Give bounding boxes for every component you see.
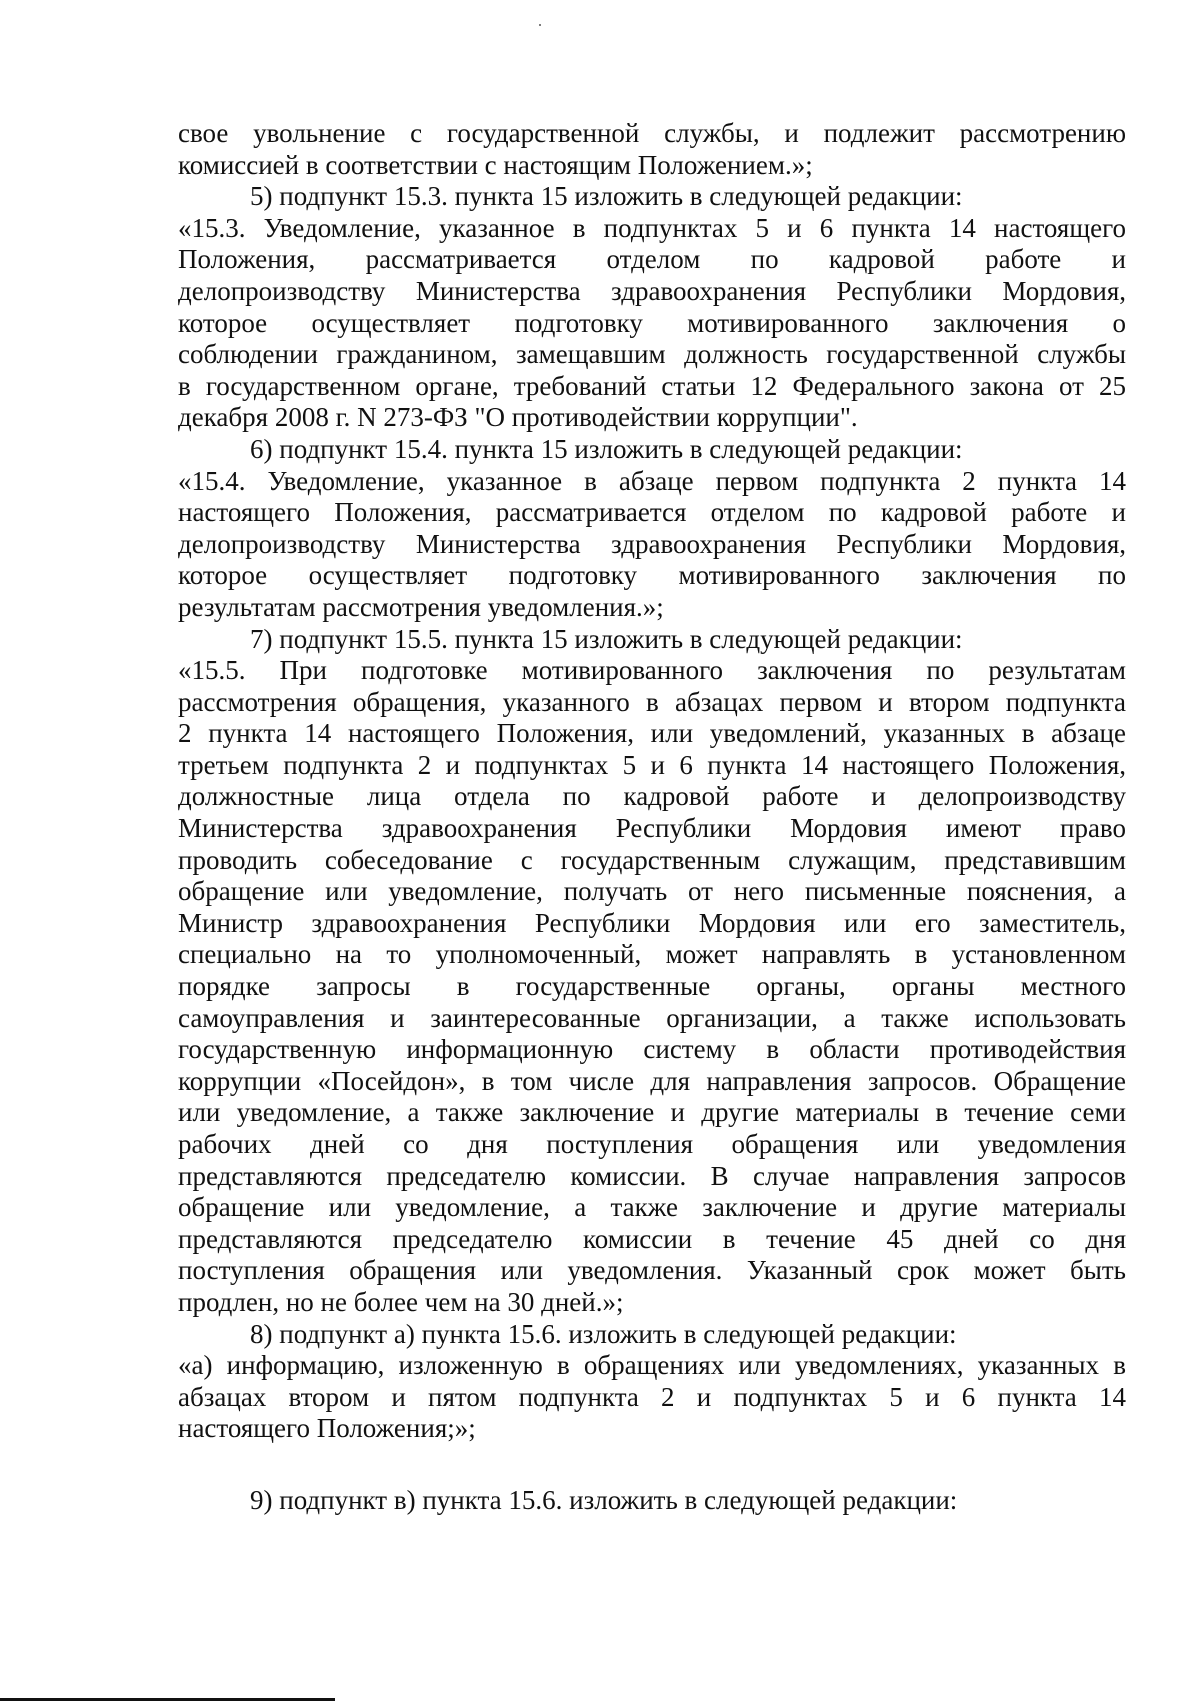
text-line: должностные лица отдела по кадровой работе и делопроизводству	[178, 781, 1126, 812]
text-line: делопроизводству Министерства здравоохранения Республики Мордовия,	[178, 528, 1126, 559]
subpoint-heading: 5) подпункт 15.3. пункта 15 изложить в следующей редакции:	[250, 181, 963, 212]
text-line: обращение или уведомление, а также заключение и другие материалы	[178, 1192, 1126, 1223]
text-line: декабря 2008 г. N 273-ФЗ "О противодействии коррупции".	[178, 402, 858, 433]
text-line: «15.4. Уведомление, указанное в абзаце первом подпункта 2 пункта 14	[178, 465, 1126, 496]
text-line: комиссией в соответствии с настоящим Положением.»;	[178, 149, 813, 180]
text-line: третьем подпункта 2 и подпунктах 5 и 6 пункта 14 настоящего Положения,	[178, 749, 1126, 780]
text-line: представляются председателю комиссии в течение 45 дней со дня	[178, 1223, 1126, 1254]
text-line: настоящего Положения;»;	[178, 1413, 476, 1444]
text-line: делопроизводству Министерства здравоохранения Республики Мордовия,	[178, 275, 1126, 306]
text-line: которое осуществляет подготовку мотивированного заключения о	[178, 307, 1126, 338]
text-line: порядке запросы в государственные органы, органы местного	[178, 971, 1126, 1002]
text-line: свое увольнение с государственной службы, и подлежит рассмотрению	[178, 118, 1126, 148]
text-line: самоуправления и заинтересованные организации, а также использовать	[178, 1002, 1126, 1033]
text-line: рабочих дней со дня поступления обращения или уведомления	[178, 1129, 1126, 1159]
text-line: или уведомление, а также заключение и другие материалы в течение семи	[178, 1097, 1126, 1128]
text-line: Министерства здравоохранения Республики Мордовия имеют право	[178, 813, 1126, 844]
subpoint-heading: 9) подпункт в) пункта 15.6. изложить в следующей редакции:	[250, 1484, 958, 1515]
text-line: представляются председателю комиссии. В случае направления запросов	[178, 1160, 1126, 1191]
text-line: рассмотрения обращения, указанного в абзацах первом и втором подпункта	[178, 686, 1126, 717]
subpoint-heading: 8) подпункт а) пункта 15.6. изложить в следующей редакции:	[250, 1318, 957, 1349]
text-line: специально на то уполномоченный, может направлять в установленном	[178, 939, 1126, 970]
text-line: продлен, но не более чем на 30 дней.»;	[178, 1286, 624, 1317]
text-line: проводить собеседование с государственным служащим, представившим	[178, 844, 1126, 875]
text-line: поступления обращения или уведомления. Указанный срок может быть	[178, 1255, 1126, 1286]
text-line: Положения, рассматривается отделом по кадровой работе и	[178, 244, 1126, 275]
text-line: коррупции «Посейдон», в том числе для направления запросов. Обращение	[178, 1065, 1126, 1096]
paragraph-gap	[178, 1445, 1126, 1485]
text-line: абзацах втором и пятом подпункта 2 и подпунктах 5 и 6 пункта 14	[178, 1381, 1126, 1412]
text-line: «а) информацию, изложенную в обращениях или уведомлениях, указанных в	[178, 1350, 1126, 1381]
text-line: 2 пункта 14 настоящего Положения, или уведомлений, указанных в абзаце	[178, 718, 1126, 749]
text-line: «15.5. При подготовке мотивированного заключения по результатам	[178, 655, 1126, 686]
document-body	[178, 118, 1126, 1517]
text-line: обращение или уведомление, получать от него письменные пояснения, а	[178, 876, 1126, 907]
subpoint-heading: 7) подпункт 15.5. пункта 15 изложить в следующей редакции:	[250, 623, 963, 654]
text-line: государственную информационную систему в области противодействия	[178, 1034, 1126, 1065]
text-line: настоящего Положения, рассматривается отделом по кадровой работе и	[178, 497, 1126, 528]
text-line: которое осуществляет подготовку мотивированного заключения по	[178, 560, 1126, 591]
scan-speck	[539, 24, 541, 26]
text-line: «15.3. Уведомление, указанное в подпунктах 5 и 6 пункта 14 настоящего	[178, 212, 1126, 243]
text-line: соблюдении гражданином, замещавшим должность государственной службы	[178, 339, 1126, 370]
text-line: результатам рассмотрения уведомления.»;	[178, 591, 664, 622]
subpoint-heading: 6) подпункт 15.4. пункта 15 изложить в следующей редакции:	[250, 433, 963, 464]
text-line: в государственном органе, требований статьи 12 Федерального закона от 25	[178, 370, 1126, 401]
text-line: Министр здравоохранения Республики Мордовия или его заместитель,	[178, 907, 1126, 938]
